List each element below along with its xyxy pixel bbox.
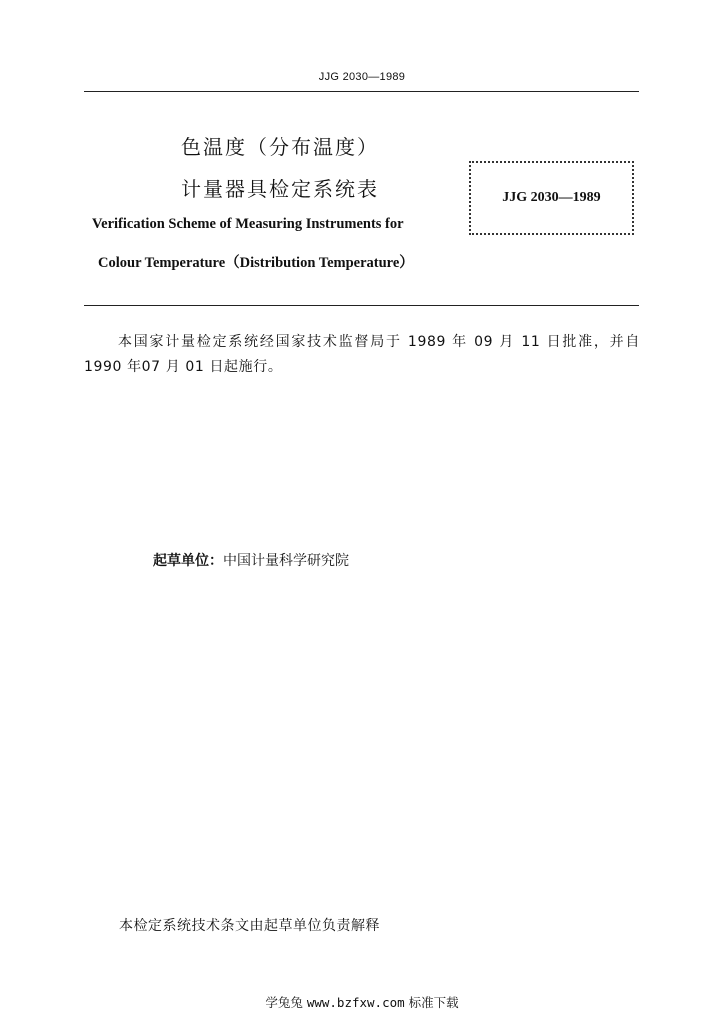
title-english-line-1: Verification Scheme of Measuring Instruments for xyxy=(92,216,404,232)
title-chinese-line-2: 计量器具检定系统表 xyxy=(181,177,379,201)
title-chinese-line-1: 色温度（分布温度） xyxy=(181,135,379,159)
watermark-suffix: 标准下载 xyxy=(408,995,459,1010)
watermark xyxy=(0,993,724,1011)
header-standard-code: JJG 2030—1989 xyxy=(318,71,406,83)
drafting-unit-label: 起草单位： xyxy=(153,553,223,569)
title-rule xyxy=(84,305,639,306)
title-english-line-2: Colour Temperature（Distribution Temperature） xyxy=(98,255,414,271)
approval-statement: 本国家计量检定系统经国家技术监督局于 1989 年 09 月 11 日批准，并自 1990 年07 月 01 日起施行。 xyxy=(84,334,640,375)
standard-code-box-text: JJG 2030—1989 xyxy=(502,190,601,205)
watermark-prefix: 学兔兔 xyxy=(265,995,303,1010)
drafting-unit xyxy=(153,550,349,570)
interpretation-note: 本检定系统技术条文由起草单位负责解释 xyxy=(119,918,380,934)
header-rule xyxy=(84,91,639,92)
standard-code-box xyxy=(469,161,634,235)
watermark-url: www.bzfxw.com xyxy=(306,995,405,1010)
drafting-unit-value: 中国计量科学研究院 xyxy=(223,553,349,569)
